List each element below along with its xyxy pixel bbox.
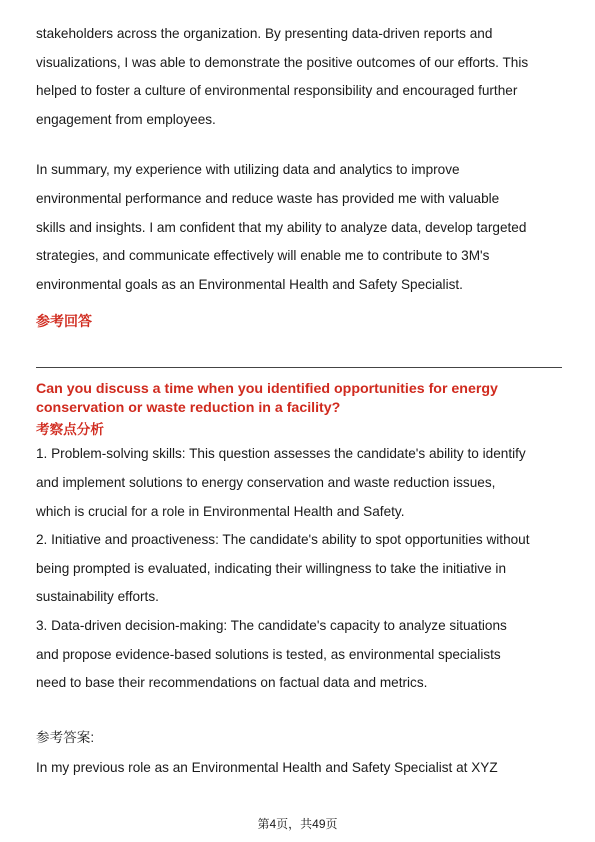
paragraph-line: visualizations, I was able to demonstrate the positive outcomes of our efforts. This — [36, 54, 529, 70]
paragraph-line: skills and insights. I am confident that my ability to analyze data, develop targeted — [36, 219, 527, 235]
intro-paragraph — [36, 20, 562, 134]
analysis-list — [36, 440, 562, 697]
analysis-point — [36, 440, 562, 526]
analysis-line: and implement solutions to energy conservation and waste reduction issues, — [36, 474, 496, 490]
analysis-line: 2. Initiative and proactiveness: The candidate's ability to spot opportunities without — [36, 532, 530, 548]
analysis-line: 3. Data-driven decision-making: The candidate's capacity to analyze situations — [36, 617, 507, 633]
paragraph-line: In summary, my experience with utilizing data and analytics to improve — [36, 162, 460, 178]
analysis-line: sustainability efforts. — [36, 589, 159, 605]
analysis-heading: 考察点分析 — [36, 422, 104, 438]
question-line: Can you discuss a time when you identified opportunities for energy — [36, 381, 498, 398]
answer-label: 参考答案: — [36, 729, 95, 745]
analysis-point — [36, 612, 562, 698]
analysis-line: 1. Problem-solving skills: This question assesses the candidate's ability to identify — [36, 446, 526, 462]
paragraph-line: helped to foster a culture of environmental responsibility and encouraged further — [36, 83, 518, 99]
page-footer: 第4页，共49页 — [257, 817, 338, 831]
paragraph-line: stakeholders across the organization. By presenting data-driven reports and — [36, 26, 493, 41]
paragraph-line: environmental performance and reduce waste has provided me with valuable — [36, 190, 500, 206]
document-page — [36, 20, 562, 782]
analysis-point — [36, 526, 562, 612]
reference-answer-heading: 参考回答 — [36, 313, 92, 330]
analysis-line: being prompted is evaluated, indicating their willingness to take the initiative in — [36, 560, 507, 576]
paragraph-line: strategies, and communicate effectively will enable me to contribute to 3M's — [36, 248, 490, 264]
paragraph-line: engagement from employees. — [36, 111, 216, 127]
analysis-line: which is crucial for a role in Environmental Health and Safety. — [36, 503, 405, 519]
question-heading — [36, 380, 562, 418]
analysis-line: and propose evidence-based solutions is tested, as environmental specialists — [36, 646, 501, 662]
summary-paragraph — [36, 156, 562, 299]
analysis-line: need to base their recommendations on factual data and metrics. — [36, 675, 428, 691]
answer-text: In my previous role as an Environmental Health and Safety Specialist at XYZ — [36, 759, 498, 775]
paragraph-line: environmental goals as an Environmental Health and Safety Specialist. — [36, 276, 463, 292]
section-divider — [36, 367, 562, 368]
question-line: conservation or waste reduction in a facility? — [36, 400, 341, 417]
